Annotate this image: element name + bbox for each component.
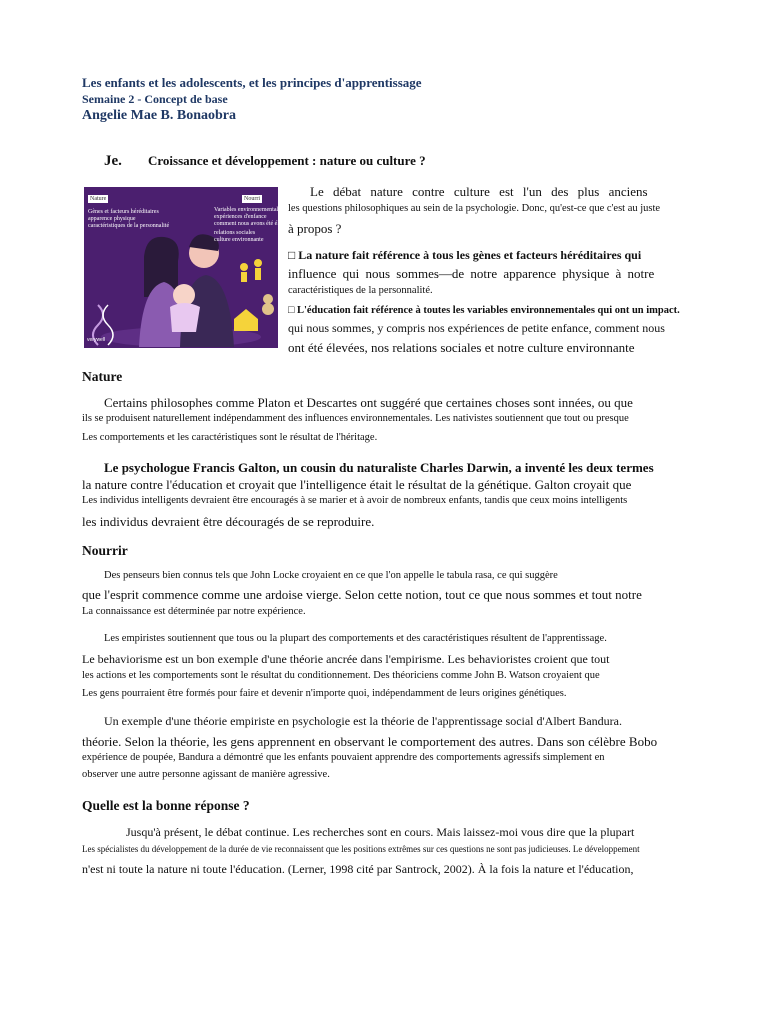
- figure-nature-item: Gènes et facteurs héréditaires: [88, 209, 159, 215]
- nourrir-line: Un exemple d'une théorie empiriste en psychologie est la théorie de l'apprentissage social d'Albert Bandura.: [104, 714, 622, 728]
- nature-line: Le psychologue Francis Galton, un cousin du naturaliste Charles Darwin, a inventé les deux termes: [104, 460, 654, 475]
- answer-line: n'est ni toute la nature ni toute l'éducation. (Lerner, 1998 cité par Santrock, 2002). À la fois la nature et l'éducation,: [82, 862, 634, 876]
- figure-label-nature: Nature: [90, 196, 107, 202]
- nourrir-line: expérience de poupée, Bandura a démontré que les enfants pouvaient apprendre des comportements agressifs simplement en: [82, 752, 605, 763]
- nourrir-line: Les empiristes soutiennent que tous ou la plupart des comportements et des caractéristiques résultent de l'apprentissage.: [104, 633, 607, 644]
- intro-line: Le débat nature contre culture est l'un des plus anciens: [310, 184, 648, 199]
- nourrir-line: théorie. Selon la théorie, les gens apprennent en observant le comportement des autres. Dans son célèbre Bobo: [82, 734, 658, 749]
- section-title: Croissance et développement : nature ou culture ?: [148, 153, 426, 168]
- figure-nature-item: caractéristiques de la personnalité: [88, 223, 170, 229]
- nature-line: Certains philosophes comme Platon et Descartes ont suggéré que certaines choses sont innées, ou que: [104, 395, 633, 410]
- nature-line: Les individus intelligents devraient être encouragés à se marier et à avoir de nombreux enfants, tandis que ceux moins intelligents: [82, 495, 628, 506]
- answer-line: Les spécialistes du développement de la durée de vie reconnaissent que les positions extrêmes sur ces questions ne sont pas judicieuses. Le développement: [82, 844, 640, 854]
- nourrir-line: observer une autre personne agissant de manière agressive.: [82, 769, 330, 780]
- nature-line: la nature contre l'éducation et croyait que l'intelligence était le résultat de la génétique. Galton croyait que: [82, 477, 632, 492]
- section-number: Je.: [104, 153, 122, 169]
- intro-line: les questions philosophiques au sein de la psychologie. Donc, qu'est-ce que c'est au juste: [288, 203, 661, 214]
- author-name: Angelie Mae B. Bonaobra: [82, 108, 236, 123]
- intro-line: □ L'éducation fait référence à toutes les variables environnementales qui ont un impact.: [288, 305, 680, 316]
- intro-line: □ La nature fait référence à tous les gènes et facteurs héréditaires qui: [288, 248, 642, 262]
- week-subtitle: Semaine 2 - Concept de base: [82, 92, 228, 106]
- intro-line: influence qui nous sommes—de notre apparence physique à notre: [288, 266, 655, 281]
- intro-line: qui nous sommes, y compris nos expériences de petite enfance, comment nous: [288, 321, 665, 335]
- nature-line: Les comportements et les caractéristiques sont le résultat de l'héritage.: [82, 432, 378, 443]
- nourrir-line: les actions et les comportements sont le résultat du conditionnement. Des théoriciens comme John B. Watson croyaient que: [82, 670, 600, 681]
- answer-line: Jusqu'à présent, le débat continue. Les recherches sont en cours. Mais laissez-moi vous dire que la plupart: [126, 825, 635, 839]
- intro-line: ont été élevées, nos relations sociales et notre culture environnante: [288, 340, 635, 355]
- nourrir-line: que l'esprit commence comme une ardoise vierge. Selon cette notion, tout ce que nous sommes et tout notre: [82, 587, 642, 602]
- nature-nurture-illustration: [84, 187, 290, 348]
- nourrir-line: La connaissance est déterminée par notre expérience.: [82, 606, 306, 617]
- figure-nurture-item: culture environnante: [214, 237, 264, 243]
- figure-nurture-item: relations sociales: [214, 230, 256, 236]
- nourrir-line: Des penseurs bien connus tels que John Locke croyaient en ce que l'on appelle le tabula rasa, ce qui suggère: [104, 570, 558, 581]
- figure-nurture-item: Variables environnementales: [214, 207, 284, 213]
- nourrir-line: Les gens pourraient être formés pour faire et devenir n'importe quoi, indépendamment de leurs origines génétiques.: [82, 688, 567, 699]
- nature-heading: Nature: [82, 369, 123, 384]
- nature-line: les individus devraient être découragés de se reproduire.: [82, 514, 375, 529]
- figure-label-nurture: Nourri: [244, 196, 260, 202]
- intro-line: à propos ?: [288, 221, 342, 236]
- nourrir-line: Le behaviorisme est un bon exemple d'une théorie ancrée dans l'empirisme. Les behavioristes croient que tout: [82, 652, 610, 666]
- nature-line: ils se produisent naturellement indépendamment des influences environnementales. Les nativistes soutiennent que tout ou presque: [82, 413, 629, 424]
- nourrir-heading: Nourrir: [82, 543, 128, 558]
- answer-heading: Quelle est la bonne réponse ?: [82, 798, 250, 813]
- intro-line: caractéristiques de la personnalité.: [288, 285, 433, 296]
- figure-nurture-item: comment nous avons été élevés: [214, 221, 290, 227]
- course-title: Les enfants et les adolescents, et les principes d'apprentissage: [82, 75, 422, 90]
- figure-nature-item: apparence physique: [88, 216, 136, 222]
- verywell-logo: verywell: [87, 337, 106, 343]
- figure-nurture-item: expériences d'enfance: [214, 214, 267, 220]
